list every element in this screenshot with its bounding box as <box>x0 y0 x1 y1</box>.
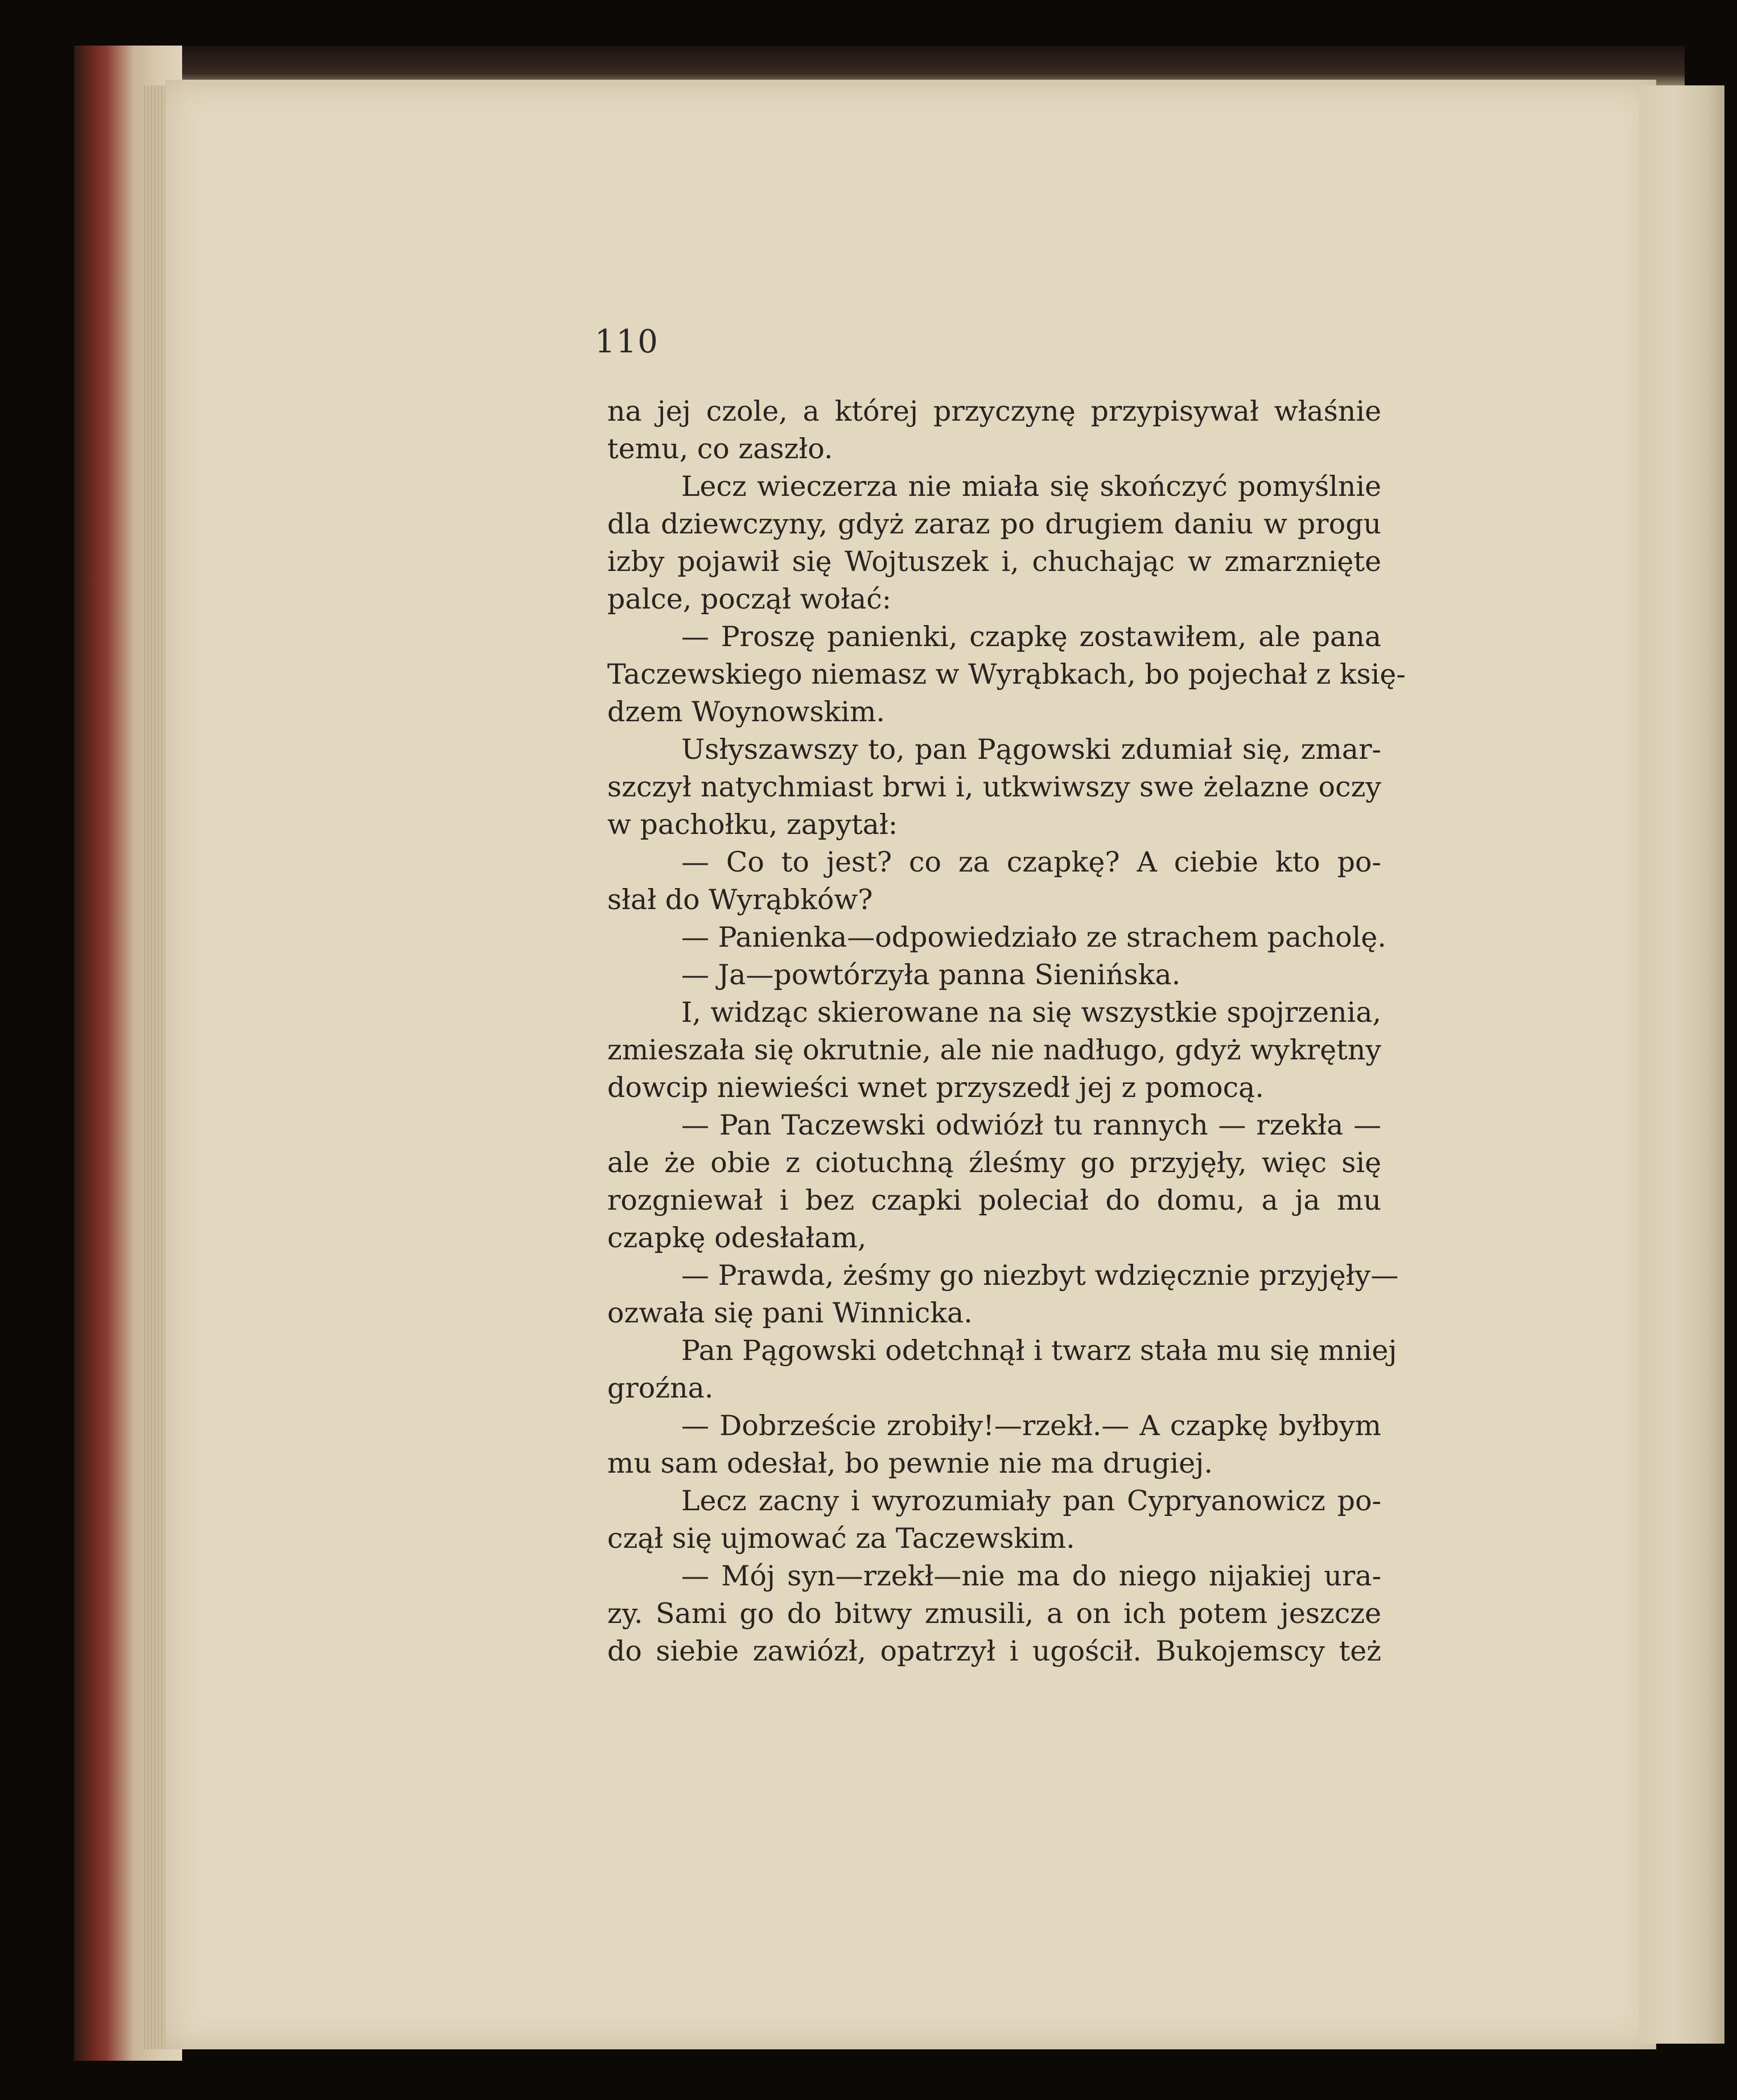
text-line: Usłyszawszy to, pan Pągowski zdumiał się, zmar- <box>681 733 1381 766</box>
text-line: palce, począł wołać: <box>607 583 892 615</box>
text-line: do siebie zawiózł, opatrzył i ugościł. Bukojemscy też <box>607 1635 1381 1667</box>
text-line: słał do Wyrąbków? <box>607 883 873 916</box>
text-line: ale że obie z ciotuchną źleśmy go przyjęły, więc się <box>607 1146 1381 1179</box>
text-line: — Co to jest? co za czapkę? A ciebie kto po- <box>681 846 1381 878</box>
text-line: zy. Sami go do bitwy zmusili, a on ich potem jeszcze <box>607 1597 1381 1630</box>
right-page-edge <box>1639 85 1724 2044</box>
text-line: dowcip niewieści wnet przyszedł jej z pomocą. <box>607 1071 1264 1104</box>
text-line: Lecz wieczerza nie miała się skończyć pomyślnie <box>681 470 1381 503</box>
text-line: ozwała się pani Winnicka. <box>607 1297 973 1329</box>
page-text <box>607 393 1406 1670</box>
text-line: zmieszała się okrutnie, ale nie nadługo, gdyż wykrętny <box>607 1034 1381 1066</box>
text-line: — Mój syn—rzekł—nie ma do niego nijakiej ura- <box>681 1560 1381 1592</box>
text-line: czął się ujmować za Taczewskim. <box>607 1522 1075 1555</box>
text-line: Pan Pągowski odetchnął i twarz stała mu się mniej <box>681 1334 1397 1367</box>
text-line: — Dobrzeście zrobiły!—rzekł.— A czapkę byłbym <box>681 1409 1381 1442</box>
text-line: I, widząc skierowane na się wszystkie spojrzenia, <box>681 996 1381 1029</box>
text-line: mu sam odesłał, bo pewnie nie ma drugiej. <box>607 1447 1213 1480</box>
text-line: dzem Woynowskim. <box>607 696 885 728</box>
text-line: szczył natychmiast brwi i, utkwiwszy swe żelazne oczy <box>607 771 1381 803</box>
text-line: Lecz zacny i wyrozumiały pan Cypryanowicz po- <box>681 1485 1381 1517</box>
text-line: na jej czole, a której przyczynę przypisywał właśnie <box>607 395 1381 428</box>
text-line: izby pojawił się Wojtuszek i, chuchając w zmarznięte <box>607 545 1381 578</box>
text-line: groźna. <box>607 1372 714 1404</box>
page-number: 110 <box>595 323 659 360</box>
text-line: dla dziewczyny, gdyż zaraz po drugiem daniu w progu <box>607 508 1381 540</box>
text-line: — Ja—powtórzyła panna Sienińska. <box>681 959 1181 991</box>
text-line: czapkę odesłałam, <box>607 1222 867 1254</box>
text-line: — Prawda, żeśmy go niezbyt wdzięcznie przyjęły— <box>681 1259 1399 1292</box>
text-line: — Proszę panienki, czapkę zostawiłem, ale pana <box>681 620 1381 653</box>
text-line: — Pan Taczewski odwiózł tu rannych — rzekła — <box>681 1109 1381 1141</box>
text-line: w pachołku, zapytał: <box>607 808 898 841</box>
text-line: rozgniewał i bez czapki poleciał do domu, a ja mu <box>607 1184 1381 1217</box>
text-line: — Panienka—odpowiedziało ze strachem pacholę. <box>681 921 1386 954</box>
text-line: Taczewskiego niemasz w Wyrąbkach, bo pojechał z księ- <box>607 658 1406 691</box>
text-line: temu, co zaszło. <box>607 433 833 465</box>
